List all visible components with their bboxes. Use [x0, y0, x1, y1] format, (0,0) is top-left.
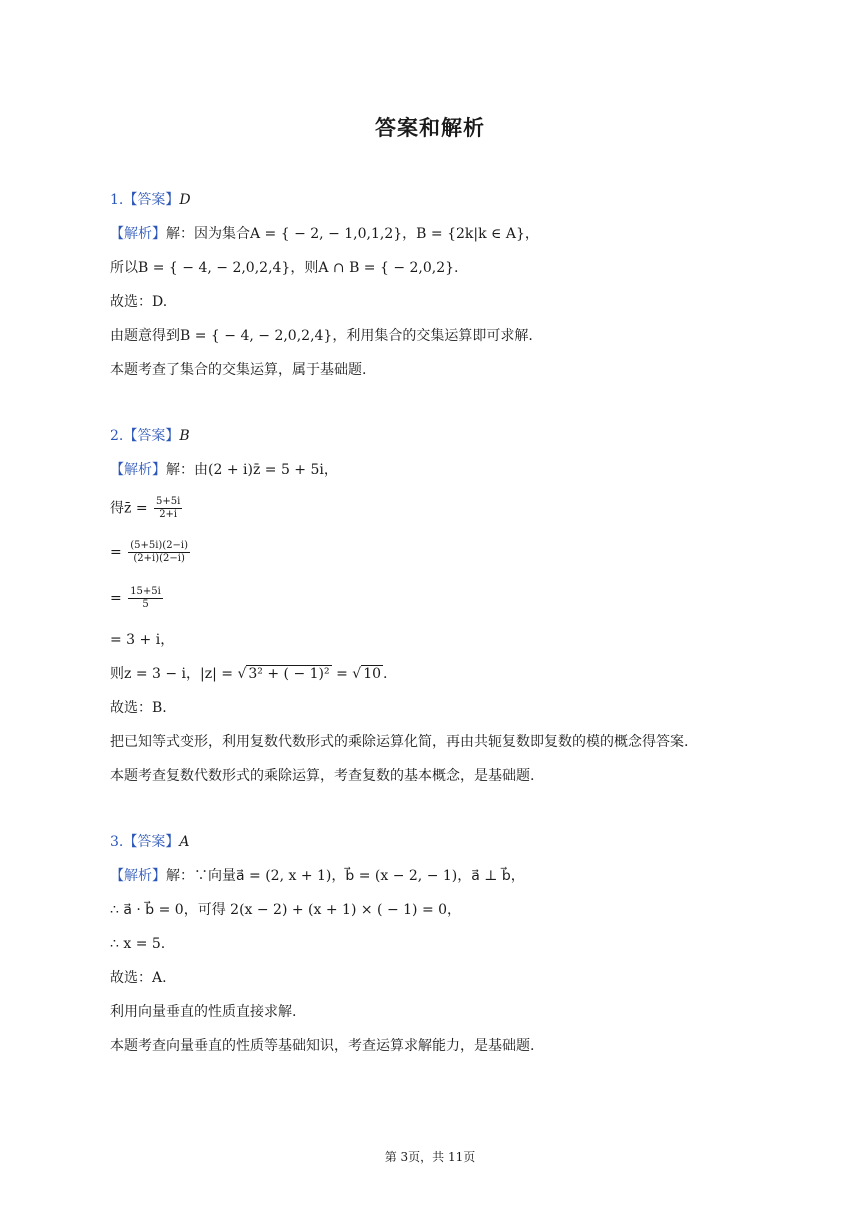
q3-number: 3.	[110, 834, 124, 850]
q1-answer-value: D	[179, 192, 191, 208]
q3-line-4: 故选：A.	[110, 970, 167, 986]
q2-sqrt-1-radicand: 3² + ( − 1)²	[248, 666, 330, 682]
q3-analysis-tag: 【解析】	[110, 868, 166, 884]
q2-analysis-line-1	[110, 460, 338, 480]
q3-line-5: 利用向量垂直的性质直接求解.	[110, 1004, 297, 1020]
q3-line-3: ∴ x = 5.	[110, 936, 166, 952]
q1-answer-tag: 【答案】	[123, 192, 180, 208]
q1-line-2: 所以B = { − 4, − 2,0,2,4}，则A ∩ B = { − 2,0,2}.	[110, 260, 459, 276]
page-footer: 第 3页，共 11页	[384, 1150, 476, 1164]
q3-answer-value: A	[179, 834, 190, 850]
q2-l2-denominator: 2+i	[159, 509, 178, 520]
q2-l2-numerator: 5+5i	[156, 496, 181, 507]
q2-sqrt-1: √ 3² + ( − 1)²	[237, 666, 330, 682]
q1-analysis-text: 解：因为集合A = { − 2, − 1,0,1,2}，B = {2k|k ∈ A}，	[166, 226, 539, 242]
q2-sqrt-2: √ 10	[352, 666, 382, 682]
q2-l2-fraction	[154, 496, 182, 521]
q2-l3-denominator: (2+i)(2−i)	[133, 553, 185, 564]
q2-number: 2.	[110, 428, 124, 444]
q3-answer-header	[110, 832, 189, 852]
q1-analysis-line-1	[110, 224, 539, 244]
q1-analysis-tag: 【解析】	[110, 226, 166, 242]
q2-sqrt-2-radicand: 10	[363, 666, 382, 682]
q2-line-8: 把已知等式变形，利用复数代数形式的乘除运算化简，再由共轭复数即复数的模的概念得答案.	[110, 734, 689, 750]
q1-answer-header	[110, 190, 191, 210]
q2-l2-prefix: 得z̄ =	[110, 500, 153, 517]
q3-answer-tag: 【答案】	[123, 834, 180, 850]
q2-l4-numerator: 15+5i	[130, 586, 161, 597]
q3-analysis-line-1	[110, 866, 525, 886]
q2-l6-a: 则z = 3 − i，|z| =	[110, 666, 238, 682]
q1-line-3: 故选：D.	[110, 294, 168, 310]
q2-l3-numerator: (5+5i)(2−i)	[130, 540, 189, 551]
q2-line-7: 故选：B.	[110, 700, 167, 716]
q2-line-4	[110, 586, 165, 611]
q2-l4-prefix: =	[110, 590, 127, 607]
q2-line-2	[110, 496, 184, 521]
q2-l6-c: .	[383, 666, 388, 682]
q1-line-5: 本题考查了集合的交集运算，属于基础题.	[110, 362, 367, 378]
q3-line-6: 本题考查向量垂直的性质等基础知识，考查运算求解能力，是基础题.	[110, 1038, 535, 1054]
q1-number: 1.	[110, 192, 124, 208]
q1-line-4: 由题意得到B = { − 4, − 2,0,2,4}，利用集合的交集运算即可求解.	[110, 328, 533, 344]
q2-l4-denominator: 5	[142, 599, 149, 610]
q2-answer-tag: 【答案】	[123, 428, 180, 444]
q2-answer-value: B	[179, 428, 190, 444]
q2-line-3	[110, 540, 192, 565]
q2-line-9: 本题考查复数代数形式的乘除运算，考查复数的基本概念，是基础题.	[110, 768, 535, 784]
q2-analysis-text: 解：由(2 + i)z̄ = 5 + 5i，	[166, 462, 338, 478]
q2-l6-b: =	[331, 666, 353, 682]
q2-l3-prefix: =	[110, 544, 127, 561]
q3-analysis-text: 解：∵向量a⃗ = (2, x + 1)，b⃗ = (x − 2, − 1)，a⃗ ⊥ b⃗，	[166, 868, 525, 884]
q2-answer-header	[110, 426, 190, 446]
q2-line-6	[110, 664, 387, 684]
page-title: 答案和解析	[375, 116, 485, 140]
q2-l4-fraction	[128, 586, 163, 611]
q2-line-5: = 3 + i，	[110, 632, 175, 648]
q2-analysis-tag: 【解析】	[110, 462, 166, 478]
q2-l3-fraction	[128, 540, 190, 565]
q3-line-2: ∴ a⃗ · b⃗ = 0，可得 2(x − 2) + (x + 1) × ( − 1) = 0，	[110, 902, 462, 918]
